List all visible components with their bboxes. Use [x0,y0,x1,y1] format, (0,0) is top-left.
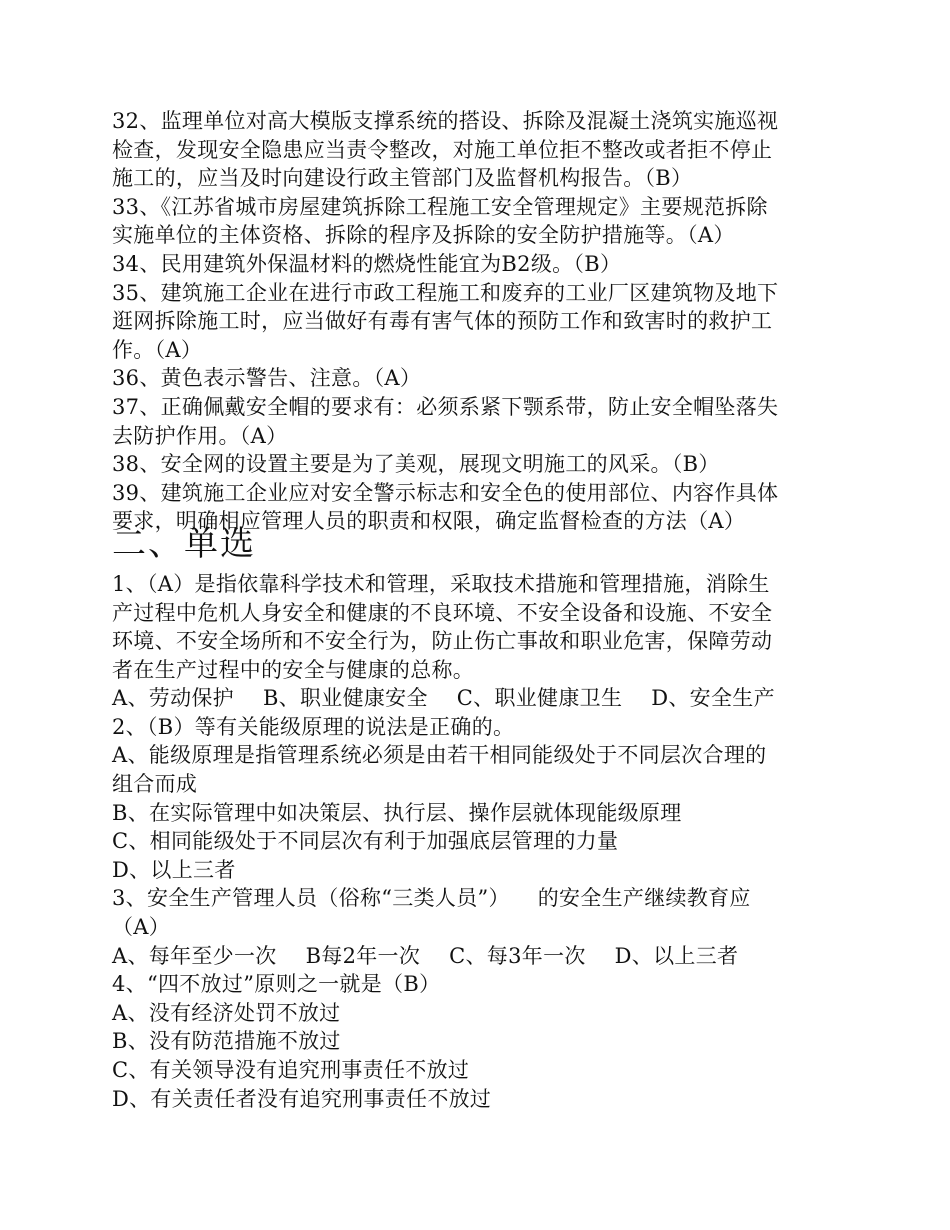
option-d: D、以上三者 [614,943,739,968]
question-35-line-2: 逛网拆除施工时，应当做好有毒有害气体的预防工作和致害时的救护工 [112,309,773,334]
mc-question-4-option-a: A、没有经济处罚不放过 [112,1000,341,1025]
question-35-line-3: 作。（A） [112,337,203,362]
mc-question-1-line-2: 产过程中危机人身安全和健康的不良环境、不安全设备和设施、不安全 [112,600,773,625]
option-b: B、职业健康安全 [262,686,428,711]
mc-question-2-stem: 2、（B）等有关能级原理的说法是正确的。 [112,714,515,739]
option-a: A、劳动保护 [112,686,234,711]
mc-question-3-options [112,942,862,971]
mc-question-1-line-4: 者在生产过程中的安全与健康的总称。 [112,657,475,682]
mc-question-4-option-c: C、有关领导没有追究刑事责任不放过 [112,1058,470,1082]
question-37-line-2: 去防护作用。（A） [112,423,288,448]
section-heading-single-choice: 二、单选 [112,523,256,564]
question-35-line-1: 35、建筑施工企业在进行市政工程施工和废弃的工业厂区建筑物及地下 [112,280,779,305]
mc-question-1-line-3: 环境、不安全场所和不安全行为，防止伤亡事故和职业危害，保障劳动 [112,629,773,654]
mc-question-2-option-a-line-2: 组合而成 [112,772,198,797]
option-c: C、职业健康卫生 [456,686,623,711]
mc-question-1-options [112,684,862,713]
question-38: 38、安全网的设置主要是为了美观，展现文明施工的风采。（B） [112,452,720,477]
true-false-section [112,107,862,536]
question-32-line-3: 施工的，应当及时向建设行政主管部门及监督机构报告。（B） [112,166,693,191]
question-39-line-1: 39、建筑施工企业应对安全警示标志和安全色的使用部位、内容作具体 [112,480,779,505]
mc-question-3-line-1: 3、安全生产管理人员（俗称“三类人员”） 的安全生产继续教育应 [112,886,751,911]
question-39-line-2: 要求，明确相应管理人员的职责和权限，确定监督检查的方法（A） [112,509,746,534]
question-36: 36、黄色表示警告、注意。（A） [112,366,422,391]
mc-question-2-option-c: C、相同能级处于不同层次有利于加强底层管理的力量 [112,829,619,854]
option-c: C、每3年一次 [449,943,586,968]
question-32-line-2: 检查，发现安全隐患应当责令整改，对施工单位拒不整改或者拒不停止 [112,137,773,162]
option-b: B每2年一次 [305,943,421,968]
document-page [112,107,862,1113]
mc-question-1-line-1: 1、（A）是指依靠科学技术和管理，采取技术措施和管理措施，消除生 [112,571,770,596]
question-33-line-1: 33、《江苏省城市房屋建筑拆除工程施工安全管理规定》主要规范拆除 [112,194,768,219]
mc-question-4-option-d: D、有关责任者没有追究刑事责任不放过 [112,1086,492,1111]
single-choice-section [112,570,862,1113]
question-33-line-2: 实施单位的主体资格、拆除的程序及拆除的安全防护措施等。（A） [112,223,735,248]
mc-question-3-line-2: （A） [112,915,171,940]
option-d: D、安全生产 [651,686,775,711]
question-32-line-1: 32、监理单位对高大模版支撑系统的搭设、拆除及混凝土浇筑实施巡视 [112,109,779,133]
option-a: A、每年至少一次 [112,943,277,968]
question-34: 34、民用建筑外保温材料的燃烧性能宜为B2级。（B） [112,251,622,276]
mc-question-2-option-d: D、以上三者 [112,857,236,882]
mc-question-2-option-b: B、在实际管理中如决策层、执行层、操作层就体现能级原理 [112,800,682,825]
mc-question-4-option-b: B、没有防范措施不放过 [112,1029,341,1054]
mc-question-4-stem: 4、“四不放过”原则之一就是（B） [112,972,441,997]
mc-question-2-option-a-line-1: A、能级原理是指管理系统必须是由若干相同能级处于不同层次合理的 [112,743,767,768]
question-37-line-1: 37、正确佩戴安全帽的要求有：必须系紧下颚系带，防止安全帽坠落失 [112,394,779,419]
